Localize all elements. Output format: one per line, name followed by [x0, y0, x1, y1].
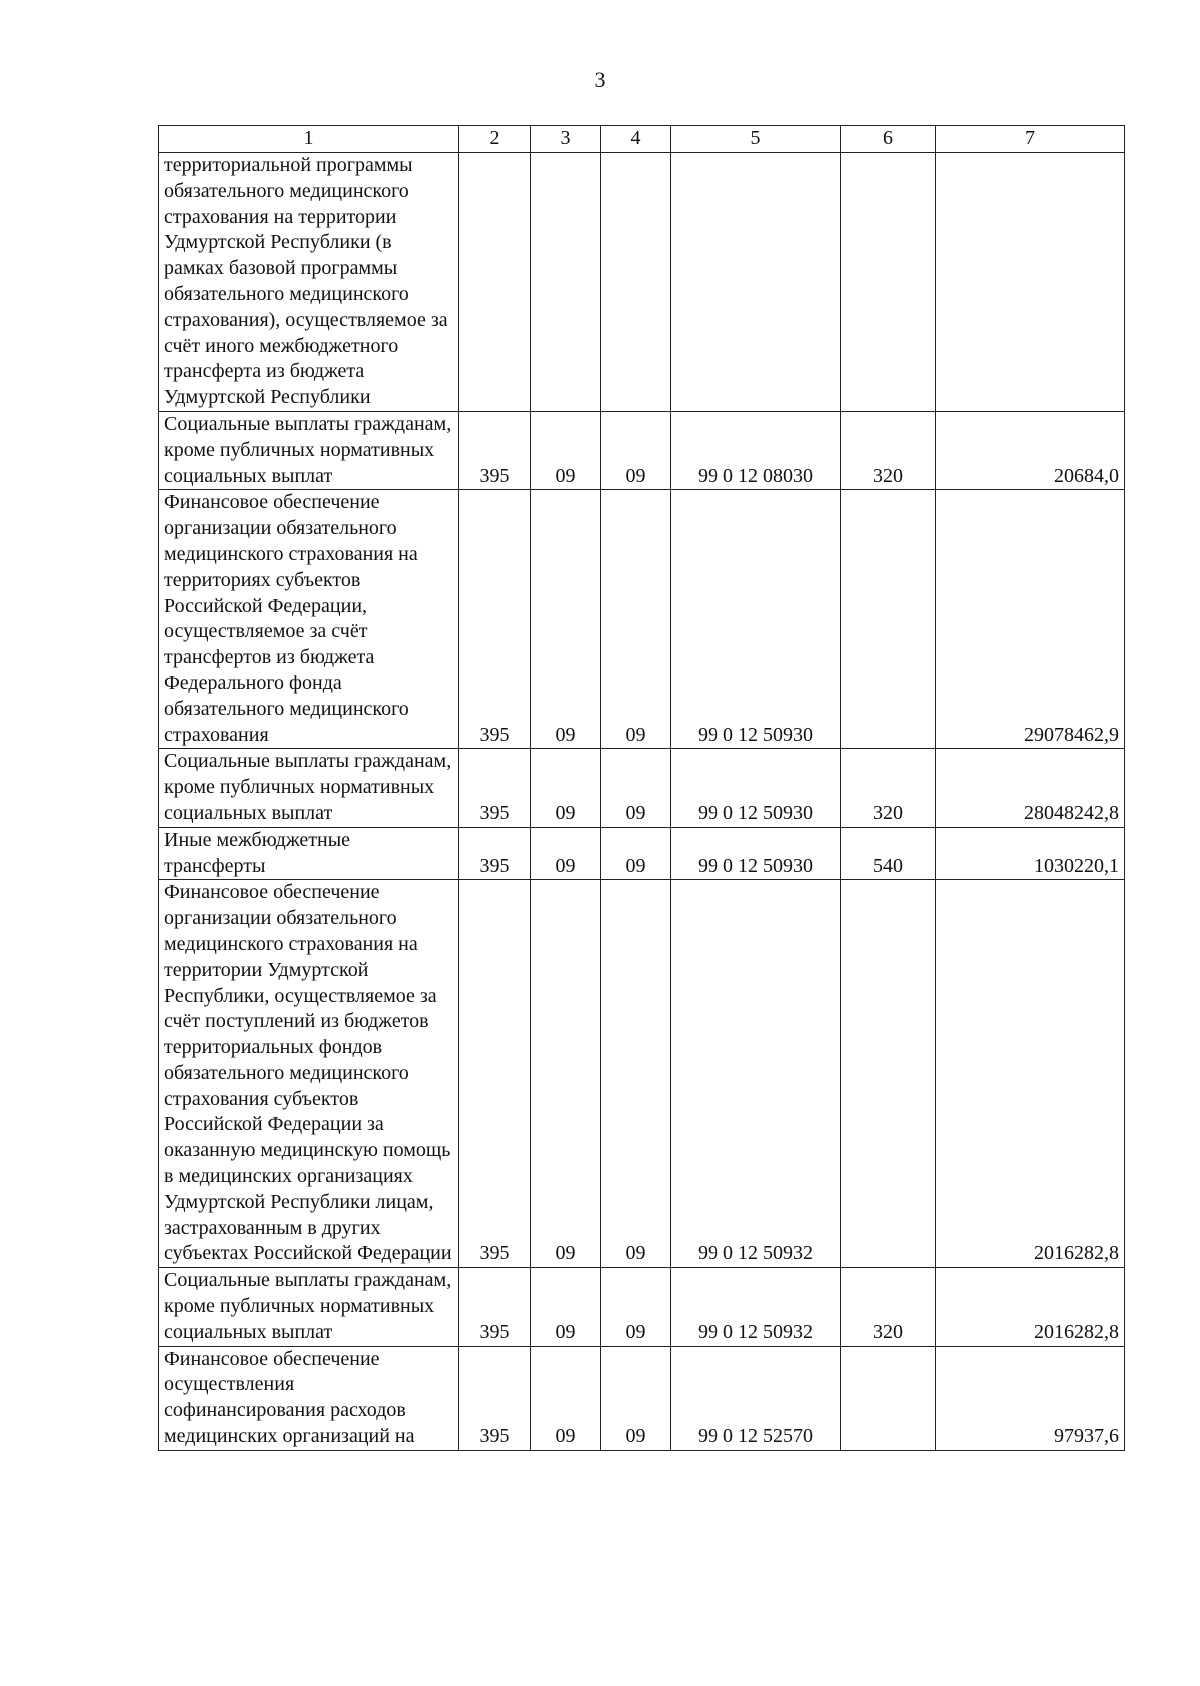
- cell-col5: 99 0 12 08030: [671, 411, 841, 489]
- cell-col6: [841, 153, 936, 412]
- cell-col6: [841, 1346, 936, 1450]
- header-row: [159, 126, 1125, 153]
- cell-col3: 09: [531, 749, 601, 827]
- row-name: Социальные выплаты гражданам, кроме публичных нормативных социальных выплат: [159, 1268, 459, 1346]
- table-row: [159, 153, 1125, 412]
- cell-col2: 395: [459, 490, 531, 749]
- cell-col2: [459, 153, 531, 412]
- row-name: Социальные выплаты гражданам, кроме публичных нормативных социальных выплат: [159, 749, 459, 827]
- header-col-1: 1: [159, 126, 459, 153]
- cell-col5: 99 0 12 50930: [671, 490, 841, 749]
- cell-col7: [936, 153, 1125, 412]
- row-name: Иные межбюджетные трансферты: [159, 827, 459, 880]
- header-col-5: 5: [671, 126, 841, 153]
- cell-col2: 395: [459, 749, 531, 827]
- cell-col6: [841, 880, 936, 1268]
- header-col-2: 2: [459, 126, 531, 153]
- cell-col5: 99 0 12 50930: [671, 749, 841, 827]
- header-col-6: 6: [841, 126, 936, 153]
- table-row: [159, 827, 1125, 880]
- budget-table: [158, 125, 1125, 1451]
- table-row: [159, 880, 1125, 1268]
- cell-col4: [601, 153, 671, 412]
- table-row: [159, 490, 1125, 749]
- cell-col7: 1030220,1: [936, 827, 1125, 880]
- cell-col6: 540: [841, 827, 936, 880]
- cell-col7: 2016282,8: [936, 1268, 1125, 1346]
- cell-col3: 09: [531, 1268, 601, 1346]
- cell-col5: 99 0 12 50930: [671, 827, 841, 880]
- cell-col4: 09: [601, 1346, 671, 1450]
- cell-col7: 29078462,9: [936, 490, 1125, 749]
- cell-col7: 28048242,8: [936, 749, 1125, 827]
- header-col-4: 4: [601, 126, 671, 153]
- cell-col6: 320: [841, 1268, 936, 1346]
- row-name: Финансовое обеспечение осуществления софинансирования расходов медицинских организаций на: [159, 1346, 459, 1450]
- row-name: Финансовое обеспечение организации обязательного медицинского страхования на территории Удмуртской Республики, осуществляемое за счёт поступлений из бюджетов территориальных фондов обязательного медицинского страхования субъектов Российской Федерации за оказанную медицинскую помощь в медицинских организациях Удмуртской Республики лицам, застрахованным в других субъектах Российской Федерации: [159, 880, 459, 1268]
- table-row: [159, 1268, 1125, 1346]
- header-col-7: 7: [936, 126, 1125, 153]
- table-row: [159, 749, 1125, 827]
- cell-col3: [531, 153, 601, 412]
- cell-col5: [671, 153, 841, 412]
- cell-col6: [841, 490, 936, 749]
- cell-col5: 99 0 12 50932: [671, 880, 841, 1268]
- cell-col4: 09: [601, 749, 671, 827]
- cell-col2: 395: [459, 1268, 531, 1346]
- table-row: [159, 411, 1125, 489]
- header-col-3: 3: [531, 126, 601, 153]
- cell-col6: 320: [841, 749, 936, 827]
- cell-col5: 99 0 12 50932: [671, 1268, 841, 1346]
- cell-col3: 09: [531, 1346, 601, 1450]
- cell-col2: 395: [459, 880, 531, 1268]
- row-name: Финансовое обеспечение организации обязательного медицинского страхования на территориях субъектов Российской Федерации, осуществляемое за счёт трансфертов из бюджета Федерального фонда обязательного медицинского страхования: [159, 490, 459, 749]
- cell-col5: 99 0 12 52570: [671, 1346, 841, 1450]
- cell-col3: 09: [531, 827, 601, 880]
- cell-col2: 395: [459, 411, 531, 489]
- cell-col4: 09: [601, 490, 671, 749]
- row-name: Социальные выплаты гражданам, кроме публичных нормативных социальных выплат: [159, 411, 459, 489]
- cell-col7: 20684,0: [936, 411, 1125, 489]
- cell-col4: 09: [601, 880, 671, 1268]
- table-row: [159, 1346, 1125, 1450]
- cell-col3: 09: [531, 411, 601, 489]
- page-number: 3: [594, 67, 606, 92]
- cell-col7: 2016282,8: [936, 880, 1125, 1268]
- cell-col6: 320: [841, 411, 936, 489]
- row-name: территориальной программы обязательного медицинского страхования на территории Удмуртской Республики (в рамках базовой программы обязательного медицинского страхования), осуществляемое за счёт иного межбюджетного трансферта из бюджета Удмуртской Республики: [159, 153, 459, 412]
- cell-col2: 395: [459, 827, 531, 880]
- cell-col2: 395: [459, 1346, 531, 1450]
- cell-col4: 09: [601, 1268, 671, 1346]
- cell-col3: 09: [531, 880, 601, 1268]
- cell-col4: 09: [601, 411, 671, 489]
- cell-col4: 09: [601, 827, 671, 880]
- cell-col3: 09: [531, 490, 601, 749]
- cell-col7: 97937,6: [936, 1346, 1125, 1450]
